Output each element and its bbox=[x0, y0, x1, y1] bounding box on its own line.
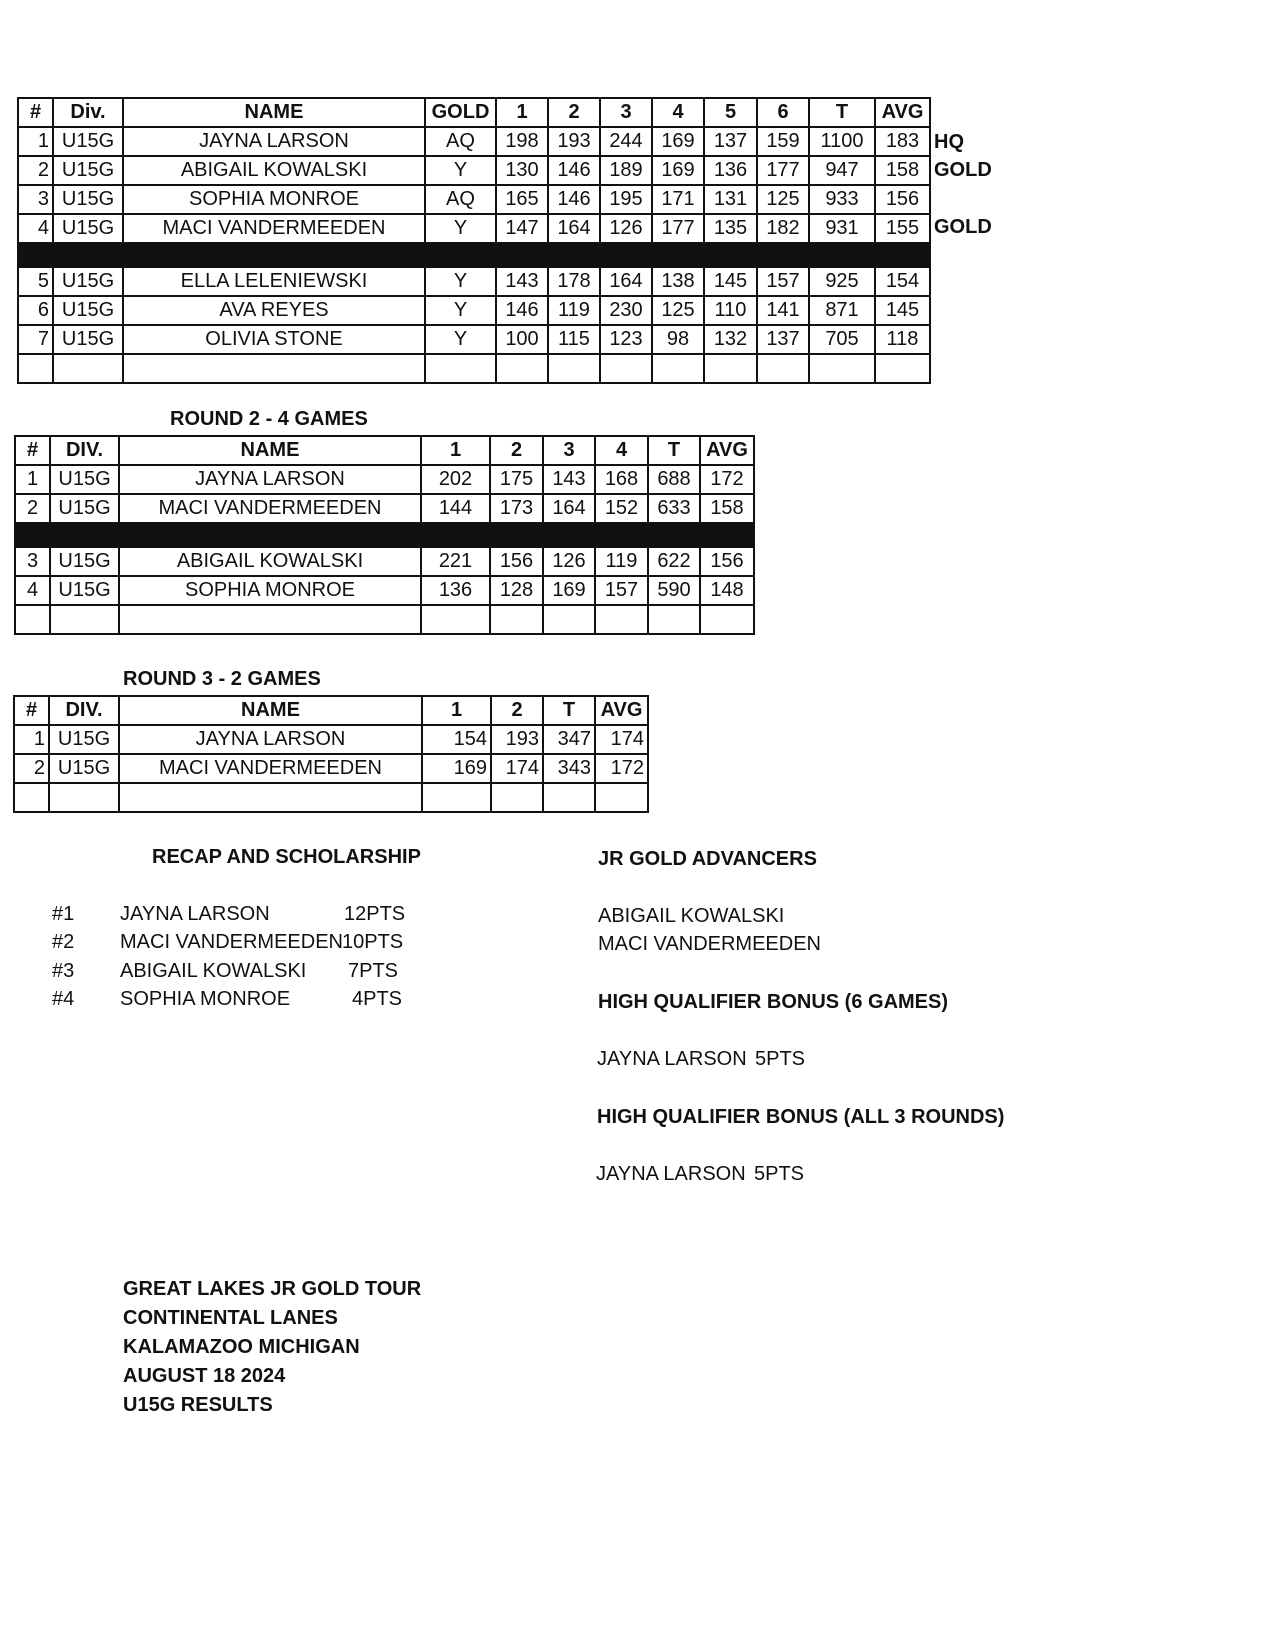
recap-title: RECAP AND SCHOLARSHIP bbox=[152, 846, 421, 868]
table-row bbox=[15, 494, 754, 523]
division-cell: U15G bbox=[53, 185, 123, 214]
footer-line: CONTINENTAL LANES bbox=[123, 1307, 338, 1329]
game-cell: 157 bbox=[757, 267, 809, 296]
game-cell: 100 bbox=[496, 325, 548, 354]
recap-rank: #4 bbox=[52, 988, 75, 1010]
game-cell: 230 bbox=[600, 296, 652, 325]
game-cell: 132 bbox=[704, 325, 757, 354]
game-cell: 143 bbox=[543, 465, 595, 494]
rank-cell: 2 bbox=[18, 156, 53, 185]
average-cell: 148 bbox=[700, 576, 754, 605]
footer-line: AUGUST 18 2024 bbox=[123, 1365, 286, 1387]
total-cell: 925 bbox=[809, 267, 875, 296]
game-cell: 159 bbox=[757, 127, 809, 156]
game-cell: 146 bbox=[548, 156, 600, 185]
game-cell: 154 bbox=[422, 725, 491, 754]
hq-six-games-title: HIGH QUALIFIER BONUS (6 GAMES) bbox=[598, 991, 949, 1013]
average-cell: 183 bbox=[875, 127, 930, 156]
gold-cell: Y bbox=[425, 325, 496, 354]
game-cell: 119 bbox=[595, 547, 648, 576]
cut-line bbox=[15, 523, 754, 547]
total-cell: 871 bbox=[809, 296, 875, 325]
round1-table bbox=[17, 97, 931, 384]
empty-row bbox=[14, 783, 648, 812]
recap-points: 10PTS bbox=[342, 931, 404, 953]
header-cell: NAME bbox=[119, 696, 422, 725]
average-cell: 158 bbox=[875, 156, 930, 185]
header-cell: # bbox=[15, 436, 50, 465]
table-row bbox=[15, 547, 754, 576]
division-cell: U15G bbox=[53, 325, 123, 354]
name-cell: JAYNA LARSON bbox=[119, 725, 422, 754]
division-cell: U15G bbox=[53, 296, 123, 325]
table-row bbox=[14, 725, 648, 754]
game-cell: 119 bbox=[548, 296, 600, 325]
game-cell: 171 bbox=[652, 185, 704, 214]
header-cell: 1 bbox=[496, 98, 548, 127]
header-cell: GOLD bbox=[425, 98, 496, 127]
name-cell: ABIGAIL KOWALSKI bbox=[123, 156, 425, 185]
division-cell: U15G bbox=[53, 156, 123, 185]
table-row bbox=[18, 185, 930, 214]
total-cell: 633 bbox=[648, 494, 700, 523]
header-cell: T bbox=[543, 696, 595, 725]
header-cell: AVG bbox=[875, 98, 930, 127]
total-cell: 931 bbox=[809, 214, 875, 243]
header-cell: T bbox=[648, 436, 700, 465]
table-row bbox=[18, 214, 930, 243]
table-header-row bbox=[18, 98, 930, 127]
header-cell: AVG bbox=[700, 436, 754, 465]
game-cell: 110 bbox=[704, 296, 757, 325]
round2-table bbox=[14, 435, 755, 635]
game-cell: 157 bbox=[595, 576, 648, 605]
rank-cell: 1 bbox=[18, 127, 53, 156]
game-cell: 174 bbox=[491, 754, 543, 783]
division-cell: U15G bbox=[50, 494, 119, 523]
game-cell: 169 bbox=[652, 156, 704, 185]
recap-rank: #3 bbox=[52, 960, 75, 982]
rank-cell: 3 bbox=[15, 547, 50, 576]
game-cell: 136 bbox=[704, 156, 757, 185]
total-cell: 705 bbox=[809, 325, 875, 354]
name-cell: JAYNA LARSON bbox=[123, 127, 425, 156]
header-cell: AVG bbox=[595, 696, 648, 725]
game-cell: 164 bbox=[548, 214, 600, 243]
header-cell: Div. bbox=[53, 98, 123, 127]
division-cell: U15G bbox=[50, 576, 119, 605]
total-cell: 947 bbox=[809, 156, 875, 185]
advancer-name: MACI VANDERMEEDEN bbox=[598, 933, 821, 955]
status-note-hq: HQ bbox=[934, 131, 964, 153]
gold-cell: Y bbox=[425, 267, 496, 296]
total-cell: 347 bbox=[543, 725, 595, 754]
name-cell: MACI VANDERMEEDEN bbox=[119, 494, 421, 523]
recap-points: 12PTS bbox=[344, 903, 406, 925]
rank-cell: 5 bbox=[18, 267, 53, 296]
table-row bbox=[18, 156, 930, 185]
average-cell: 155 bbox=[875, 214, 930, 243]
recap-rank: #1 bbox=[52, 903, 75, 925]
gold-cell: AQ bbox=[425, 127, 496, 156]
gold-cell: Y bbox=[425, 296, 496, 325]
average-cell: 172 bbox=[595, 754, 648, 783]
game-cell: 195 bbox=[600, 185, 652, 214]
rank-cell: 3 bbox=[18, 185, 53, 214]
total-cell: 590 bbox=[648, 576, 700, 605]
game-cell: 136 bbox=[421, 576, 490, 605]
table-header-row bbox=[15, 436, 754, 465]
name-cell: MACI VANDERMEEDEN bbox=[119, 754, 422, 783]
event-footer bbox=[123, 1275, 421, 1420]
game-cell: 144 bbox=[421, 494, 490, 523]
recap-name: MACI VANDERMEEDEN bbox=[120, 931, 343, 953]
gold-cell: Y bbox=[425, 214, 496, 243]
header-cell: DIV. bbox=[49, 696, 119, 725]
total-cell: 933 bbox=[809, 185, 875, 214]
round2-title: ROUND 2 - 4 GAMES bbox=[170, 408, 368, 430]
header-cell: T bbox=[809, 98, 875, 127]
game-cell: 145 bbox=[704, 267, 757, 296]
game-cell: 193 bbox=[548, 127, 600, 156]
game-cell: 164 bbox=[543, 494, 595, 523]
game-cell: 137 bbox=[757, 325, 809, 354]
header-cell: 2 bbox=[491, 696, 543, 725]
recap-name: ABIGAIL KOWALSKI bbox=[120, 960, 307, 982]
table-header-row bbox=[14, 696, 648, 725]
division-cell: U15G bbox=[49, 754, 119, 783]
game-cell: 152 bbox=[595, 494, 648, 523]
total-cell: 1100 bbox=[809, 127, 875, 156]
header-cell: 1 bbox=[422, 696, 491, 725]
division-cell: U15G bbox=[49, 725, 119, 754]
game-cell: 126 bbox=[543, 547, 595, 576]
hq-all-rounds-name: JAYNA LARSON bbox=[596, 1163, 746, 1185]
game-cell: 169 bbox=[652, 127, 704, 156]
name-cell: SOPHIA MONROE bbox=[123, 185, 425, 214]
hq-six-games-name: JAYNA LARSON bbox=[597, 1048, 747, 1070]
game-cell: 193 bbox=[491, 725, 543, 754]
recap-points: 4PTS bbox=[352, 988, 403, 1010]
game-cell: 164 bbox=[600, 267, 652, 296]
average-cell: 172 bbox=[700, 465, 754, 494]
game-cell: 126 bbox=[600, 214, 652, 243]
empty-row bbox=[18, 354, 930, 383]
game-cell: 221 bbox=[421, 547, 490, 576]
division-cell: U15G bbox=[53, 267, 123, 296]
header-cell: 3 bbox=[600, 98, 652, 127]
game-cell: 125 bbox=[652, 296, 704, 325]
name-cell: OLIVIA STONE bbox=[123, 325, 425, 354]
game-cell: 138 bbox=[652, 267, 704, 296]
header-cell: NAME bbox=[119, 436, 421, 465]
hq-all-rounds-points: 5PTS bbox=[754, 1163, 805, 1185]
recap-rank: #2 bbox=[52, 931, 75, 953]
game-cell: 143 bbox=[496, 267, 548, 296]
table-row bbox=[18, 296, 930, 325]
game-cell: 146 bbox=[548, 185, 600, 214]
advancers-title: JR GOLD ADVANCERS bbox=[598, 848, 817, 870]
game-cell: 123 bbox=[600, 325, 652, 354]
round3-title: ROUND 3 - 2 GAMES bbox=[123, 668, 321, 690]
game-cell: 98 bbox=[652, 325, 704, 354]
division-cell: U15G bbox=[53, 127, 123, 156]
game-cell: 173 bbox=[490, 494, 543, 523]
total-cell: 688 bbox=[648, 465, 700, 494]
game-cell: 169 bbox=[543, 576, 595, 605]
rank-cell: 4 bbox=[18, 214, 53, 243]
rank-cell: 2 bbox=[15, 494, 50, 523]
average-cell: 118 bbox=[875, 325, 930, 354]
gold-cell: AQ bbox=[425, 185, 496, 214]
round3-table bbox=[13, 695, 649, 813]
rank-cell: 4 bbox=[15, 576, 50, 605]
total-cell: 622 bbox=[648, 547, 700, 576]
name-cell: AVA REYES bbox=[123, 296, 425, 325]
game-cell: 147 bbox=[496, 214, 548, 243]
game-cell: 135 bbox=[704, 214, 757, 243]
rank-cell: 1 bbox=[15, 465, 50, 494]
game-cell: 178 bbox=[548, 267, 600, 296]
game-cell: 165 bbox=[496, 185, 548, 214]
header-cell: 2 bbox=[490, 436, 543, 465]
recap-points: 7PTS bbox=[348, 960, 399, 982]
name-cell: ELLA LELENIEWSKI bbox=[123, 267, 425, 296]
header-cell: # bbox=[18, 98, 53, 127]
rank-cell: 2 bbox=[14, 754, 49, 783]
name-cell: JAYNA LARSON bbox=[119, 465, 421, 494]
average-cell: 174 bbox=[595, 725, 648, 754]
header-cell: 4 bbox=[652, 98, 704, 127]
game-cell: 177 bbox=[757, 156, 809, 185]
header-cell: 4 bbox=[595, 436, 648, 465]
footer-line: KALAMAZOO MICHIGAN bbox=[123, 1336, 360, 1358]
header-cell: # bbox=[14, 696, 49, 725]
table-row bbox=[15, 576, 754, 605]
game-cell: 115 bbox=[548, 325, 600, 354]
footer-line: U15G RESULTS bbox=[123, 1394, 273, 1416]
game-cell: 182 bbox=[757, 214, 809, 243]
empty-row bbox=[15, 605, 754, 634]
table-row bbox=[15, 465, 754, 494]
recap-name: JAYNA LARSON bbox=[120, 903, 270, 925]
name-cell: MACI VANDERMEEDEN bbox=[123, 214, 425, 243]
hq-all-rounds-title: HIGH QUALIFIER BONUS (ALL 3 ROUNDS) bbox=[597, 1106, 1005, 1128]
gold-cell: Y bbox=[425, 156, 496, 185]
game-cell: 137 bbox=[704, 127, 757, 156]
game-cell: 202 bbox=[421, 465, 490, 494]
cut-line-row bbox=[18, 243, 930, 267]
game-cell: 189 bbox=[600, 156, 652, 185]
game-cell: 125 bbox=[757, 185, 809, 214]
game-cell: 130 bbox=[496, 156, 548, 185]
game-cell: 128 bbox=[490, 576, 543, 605]
header-cell: DIV. bbox=[50, 436, 119, 465]
name-cell: ABIGAIL KOWALSKI bbox=[119, 547, 421, 576]
average-cell: 145 bbox=[875, 296, 930, 325]
cut-line-row bbox=[15, 523, 754, 547]
division-cell: U15G bbox=[50, 465, 119, 494]
game-cell: 156 bbox=[490, 547, 543, 576]
game-cell: 175 bbox=[490, 465, 543, 494]
game-cell: 141 bbox=[757, 296, 809, 325]
rank-cell: 7 bbox=[18, 325, 53, 354]
header-cell: 6 bbox=[757, 98, 809, 127]
game-cell: 198 bbox=[496, 127, 548, 156]
name-cell: SOPHIA MONROE bbox=[119, 576, 421, 605]
division-cell: U15G bbox=[50, 547, 119, 576]
average-cell: 156 bbox=[875, 185, 930, 214]
game-cell: 177 bbox=[652, 214, 704, 243]
average-cell: 156 bbox=[700, 547, 754, 576]
game-cell: 146 bbox=[496, 296, 548, 325]
division-cell: U15G bbox=[53, 214, 123, 243]
footer-line: GREAT LAKES JR GOLD TOUR bbox=[123, 1278, 422, 1300]
rank-cell: 1 bbox=[14, 725, 49, 754]
table-row bbox=[18, 127, 930, 156]
hq-six-games-points: 5PTS bbox=[755, 1048, 806, 1070]
status-note-gold: GOLD bbox=[934, 216, 992, 238]
header-cell: NAME bbox=[123, 98, 425, 127]
average-cell: 154 bbox=[875, 267, 930, 296]
header-cell: 2 bbox=[548, 98, 600, 127]
header-cell: 1 bbox=[421, 436, 490, 465]
recap-name: SOPHIA MONROE bbox=[120, 988, 291, 1010]
advancer-name: ABIGAIL KOWALSKI bbox=[598, 905, 785, 927]
average-cell: 158 bbox=[700, 494, 754, 523]
game-cell: 169 bbox=[422, 754, 491, 783]
table-row bbox=[18, 267, 930, 296]
table-row bbox=[18, 325, 930, 354]
total-cell: 343 bbox=[543, 754, 595, 783]
status-note-gold: GOLD bbox=[934, 159, 992, 181]
game-cell: 131 bbox=[704, 185, 757, 214]
table-row bbox=[14, 754, 648, 783]
game-cell: 168 bbox=[595, 465, 648, 494]
cut-line bbox=[18, 243, 930, 267]
header-cell: 5 bbox=[704, 98, 757, 127]
header-cell: 3 bbox=[543, 436, 595, 465]
rank-cell: 6 bbox=[18, 296, 53, 325]
game-cell: 244 bbox=[600, 127, 652, 156]
